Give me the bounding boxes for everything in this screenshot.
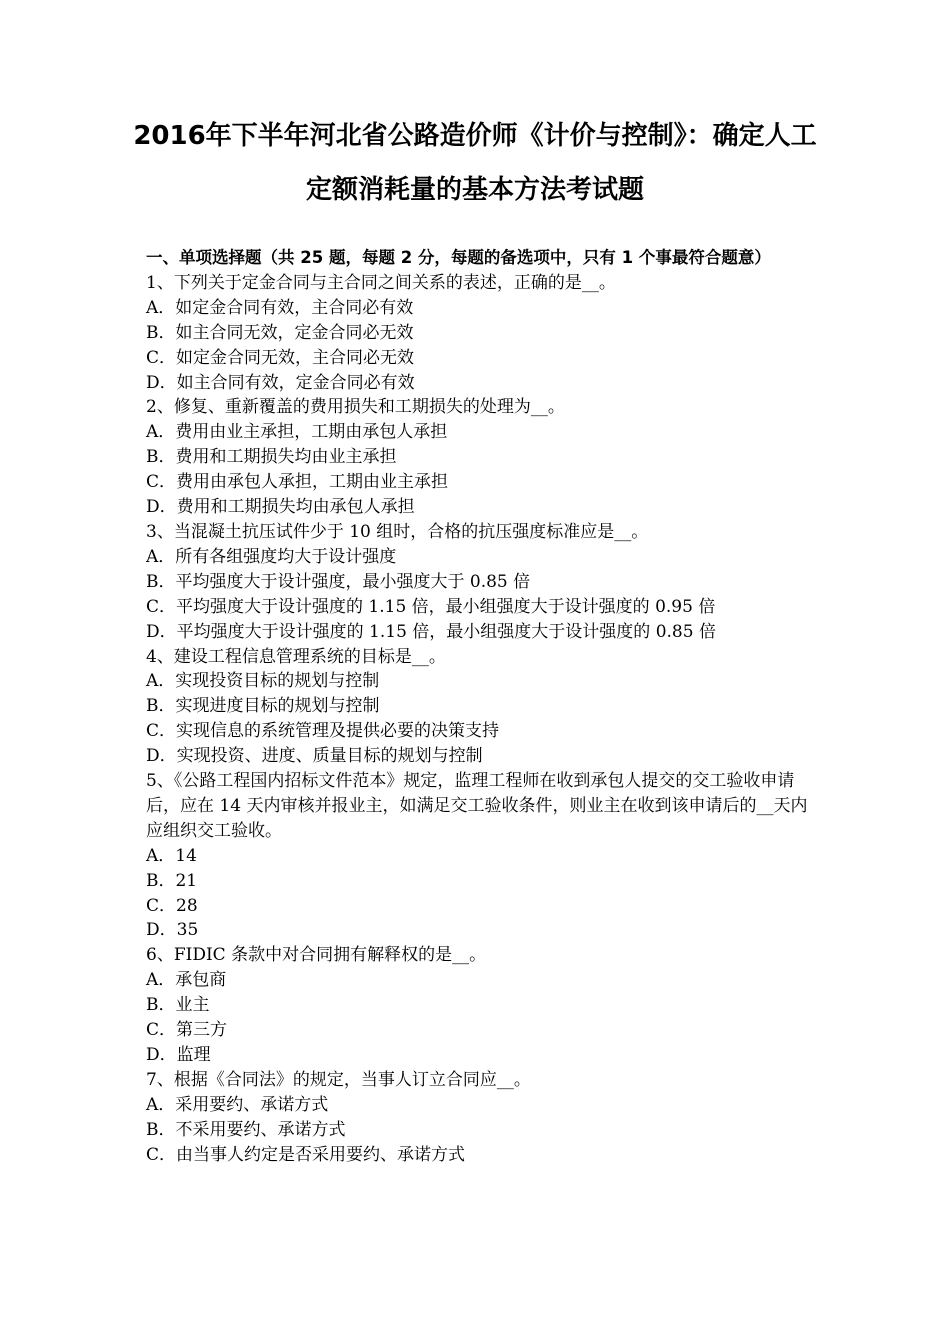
question-3 — [146, 520, 811, 645]
option-c: C．28 — [146, 895, 198, 916]
document-title — [120, 113, 830, 213]
question-1 — [146, 271, 811, 396]
question-2 — [146, 395, 811, 520]
option-a: A．14 — [146, 845, 197, 866]
question-4 — [146, 645, 811, 770]
option-b: B．平均强度大于设计强度，最小强度大于 0.85 倍 — [146, 571, 531, 592]
option-a: A．如定金合同有效，主合同必有效 — [146, 297, 414, 318]
option-d: D．监理 — [146, 1045, 211, 1065]
option-a: A．承包商 — [146, 970, 227, 991]
question-text: 4、建设工程信息管理系统的目标是__。 — [146, 646, 446, 667]
question-6 — [146, 943, 811, 1068]
option-d: D．费用和工期损失均由承包人承担 — [146, 497, 415, 518]
option-c: C．第三方 — [146, 1020, 228, 1041]
option-b: B．不采用要约、承诺方式 — [146, 1119, 346, 1140]
option-b: B．费用和工期损失均由业主承担 — [146, 447, 397, 468]
option-c: C．平均强度大于设计强度的 1.15 倍，最小组强度大于设计强度的 0.95 倍 — [146, 596, 716, 617]
option-a: A．实现投资目标的规划与控制 — [146, 671, 380, 692]
question-text: 1、下列关于定金合同与主合同之间关系的表述，正确的是__。 — [146, 272, 616, 293]
option-a: A．费用由业主承担，工期由承包人承担 — [146, 422, 448, 443]
question-5 — [146, 769, 811, 943]
section-heading: 一、单项选择题（共 25 题，每题 2 分，每题的备选项中，只有 1 个事最符合题意） — [146, 248, 771, 267]
option-d: D．平均强度大于设计强度的 1.15 倍，最小组强度大于设计强度的 0.85 倍 — [146, 621, 716, 642]
option-b: B．如主合同无效，定金合同必无效 — [146, 322, 414, 343]
option-b: B．业主 — [146, 995, 210, 1016]
option-d: D．35 — [146, 920, 199, 941]
option-b: B．21 — [146, 870, 198, 891]
question-text: 5、《公路工程国内招标文件范本》规定，监理工程师在收到承包人提交的交工验收申请后，应在 14 天内审核并报业主，如满足交工验收条件，则业主在收到该申请后的__天内应组织交工验收。 — [146, 771, 808, 841]
question-7 — [146, 1068, 811, 1168]
option-d: D．实现投资、进度、质量目标的规划与控制 — [146, 746, 483, 767]
option-a: A．采用要约、承诺方式 — [146, 1094, 329, 1115]
option-c: C．由当事人约定是否采用要约、承诺方式 — [146, 1144, 466, 1165]
question-text: 3、当混凝土抗压试件少于 10 组时，合格的抗压强度标准应是__。 — [146, 521, 649, 542]
option-a: A．所有各组强度均大于设计强度 — [146, 546, 397, 567]
question-text: 2、修复、重新覆盖的费用损失和工期损失的处理为__。 — [146, 397, 565, 418]
title-line-1: 2016年下半年河北省公路造价师《计价与控制》：确定人工 — [133, 121, 817, 151]
question-text: 6、FIDIC 条款中对合同拥有解释权的是__。 — [146, 945, 487, 966]
option-b: B．实现进度目标的规划与控制 — [146, 696, 380, 717]
option-d: D．如主合同有效，定金合同必有效 — [146, 372, 415, 393]
question-text: 7、根据《合同法》的规定，当事人订立合同应__。 — [146, 1069, 531, 1090]
option-c: C．费用由承包人承担，工期由业主承担 — [146, 472, 449, 493]
option-c: C．实现信息的系统管理及提供必要的决策支持 — [146, 721, 500, 742]
option-c: C．如定金合同无效，主合同必无效 — [146, 347, 415, 368]
title-line-2: 定额消耗量的基本方法考试题 — [305, 175, 644, 205]
document-body — [146, 246, 811, 1168]
